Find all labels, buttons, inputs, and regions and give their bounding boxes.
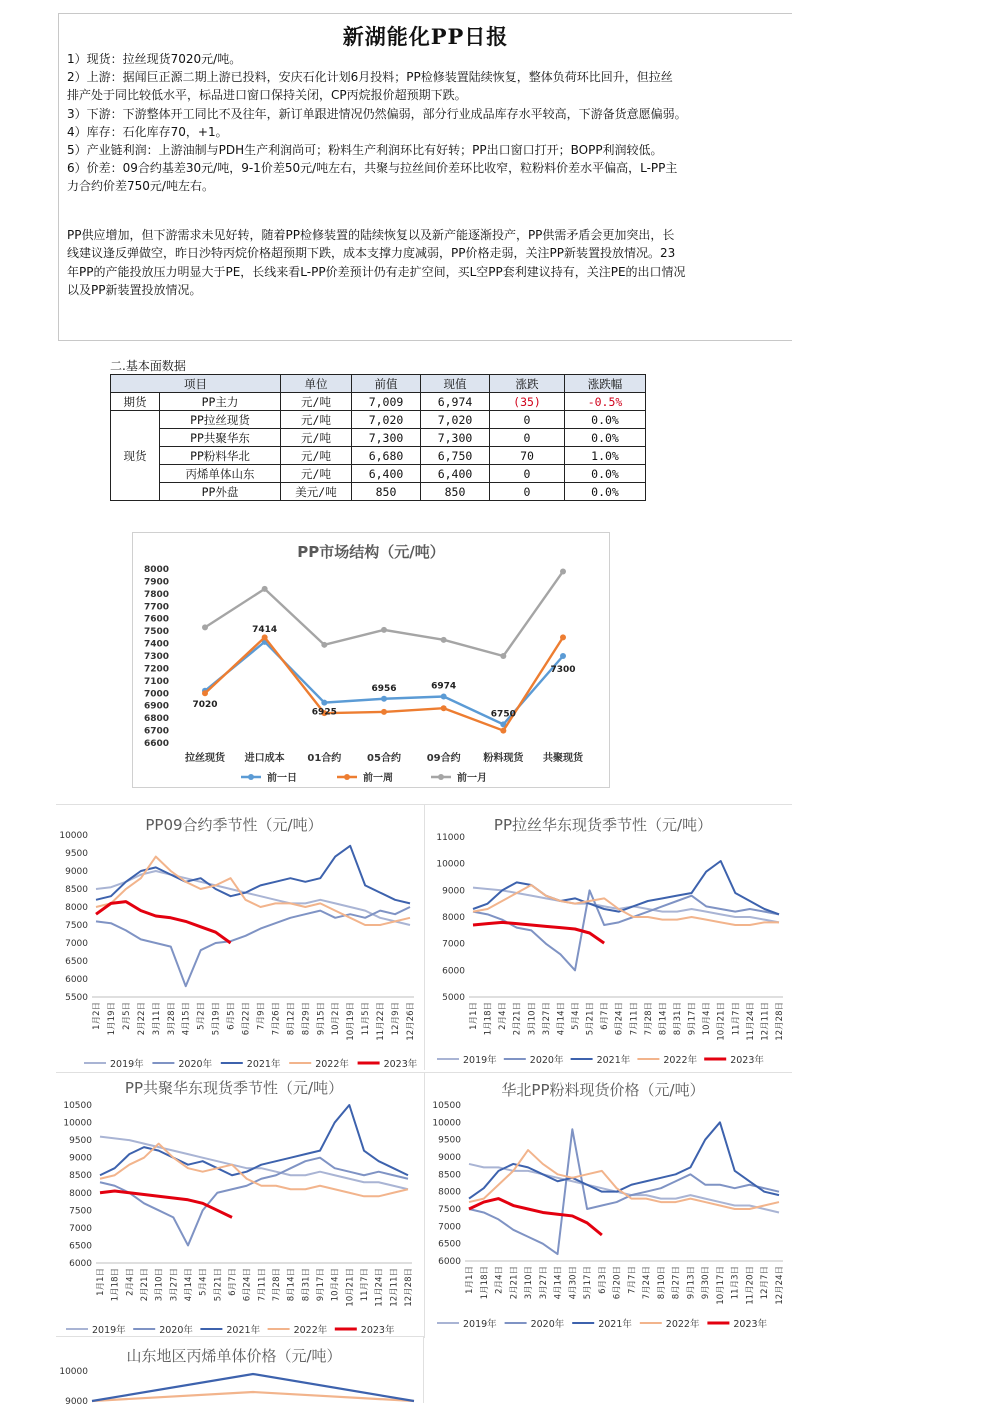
x-tick-label: 5月19日 bbox=[211, 1002, 222, 1036]
report-line: 1）现货：拉丝现货7020元/吨。 bbox=[67, 52, 242, 66]
series-line bbox=[100, 1105, 408, 1175]
table-row bbox=[111, 429, 646, 447]
series-line bbox=[473, 861, 779, 914]
x-tick-label: 8月31日 bbox=[301, 1268, 312, 1302]
chart-title: 山东地区丙烯单体价格（元/吨） bbox=[126, 1347, 342, 1365]
copolymer-seasonal-chart-box bbox=[56, 1072, 424, 1338]
x-tick-label: 9月15日 bbox=[316, 1002, 327, 1036]
legend-label: 2023年 bbox=[360, 1325, 395, 1336]
y-tick-label: 7000 bbox=[65, 939, 88, 949]
y-tick-label: 8500 bbox=[69, 1171, 92, 1182]
legend-label: 2020年 bbox=[530, 1319, 565, 1330]
data-point bbox=[500, 653, 506, 659]
y-tick-label: 8000 bbox=[69, 1188, 92, 1199]
legend-marker bbox=[344, 774, 350, 780]
x-tick-label: 8月27日 bbox=[671, 1266, 682, 1300]
legend-label: 2023年 bbox=[730, 1055, 764, 1066]
x-tick-label: 12月28日 bbox=[404, 1268, 414, 1307]
cell-item: PP外盘 bbox=[160, 483, 281, 501]
x-tick-label: 12月7日 bbox=[760, 1266, 771, 1300]
cell-curr: 7,020 bbox=[421, 411, 490, 429]
summary-line: 以及PP新装置投放情况。 bbox=[67, 283, 202, 298]
legend-marker bbox=[248, 774, 254, 780]
x-tick-label: 6月20日 bbox=[612, 1266, 623, 1300]
x-tick-label: 3月11日 bbox=[151, 1002, 162, 1036]
x-tick-label: 10月17日 bbox=[715, 1266, 726, 1305]
report-title: 新湖能化PP日报 bbox=[342, 24, 509, 49]
cell-prev: 7,300 bbox=[352, 429, 421, 447]
cell-curr: 850 bbox=[421, 483, 490, 501]
y-tick-label: 7400 bbox=[143, 639, 169, 650]
x-tick-label: 12月11日 bbox=[760, 1002, 771, 1041]
table-row bbox=[111, 447, 646, 465]
report-line: 4）库存：石化库存70，+1。 bbox=[67, 124, 228, 139]
x-tick-label: 9月13日 bbox=[686, 1266, 697, 1300]
x-tick-label: 8月14日 bbox=[286, 1268, 297, 1302]
col-header-item: 项目 bbox=[111, 375, 281, 393]
y-tick-label: 7500 bbox=[69, 1206, 92, 1217]
series-line bbox=[473, 922, 604, 943]
series-line bbox=[92, 1374, 414, 1401]
y-tick-label: 7000 bbox=[438, 1222, 461, 1233]
x-tick-label: 1月1日 bbox=[469, 1002, 479, 1030]
x-tick-label: 10月21日 bbox=[716, 1002, 727, 1041]
x-tick-label: 4月14日 bbox=[556, 1002, 567, 1036]
x-tick-label: 7月11日 bbox=[629, 1002, 640, 1036]
market-structure-chart bbox=[133, 533, 609, 787]
y-tick-label: 6000 bbox=[65, 975, 88, 985]
x-tick-label: 3月27日 bbox=[169, 1268, 180, 1302]
legend-label: 2019年 bbox=[110, 1059, 144, 1070]
y-tick-label: 7100 bbox=[143, 676, 169, 687]
x-tick-label: 7月11日 bbox=[257, 1268, 268, 1302]
powder-price-chart-box bbox=[424, 1072, 792, 1338]
data-point bbox=[381, 709, 387, 715]
y-tick-label: 6800 bbox=[143, 714, 169, 725]
group-label-spot: 现货 bbox=[111, 411, 160, 501]
cell-prev: 6,680 bbox=[352, 447, 421, 465]
x-tick-label: 3月10日 bbox=[524, 1266, 535, 1300]
legend-label: 2021年 bbox=[596, 1055, 631, 1066]
table-row bbox=[111, 393, 646, 411]
table-row bbox=[111, 483, 646, 501]
report-line: 排产处于同比较低水平，标品进口窗口保持关闭，CP丙烷报价超预期下跌。 bbox=[67, 88, 467, 103]
legend-label: 2022年 bbox=[663, 1055, 698, 1066]
legend-label: 2020年 bbox=[159, 1325, 193, 1336]
x-tick-label: 10月21日 bbox=[345, 1268, 356, 1307]
y-tick-label: 9500 bbox=[69, 1136, 92, 1147]
col-header-unit: 单位 bbox=[281, 375, 352, 393]
x-tick-label: 8月14日 bbox=[658, 1002, 669, 1036]
y-tick-label: 10000 bbox=[432, 1118, 461, 1129]
x-tick-label: 5月4日 bbox=[198, 1268, 209, 1296]
y-tick-label: 11000 bbox=[436, 833, 465, 843]
col-header-prev: 前值 bbox=[352, 375, 421, 393]
y-tick-label: 9000 bbox=[65, 867, 88, 877]
y-tick-label: 6500 bbox=[65, 957, 88, 967]
cell-prev: 6,400 bbox=[352, 465, 421, 483]
x-tick-label: 6月24日 bbox=[242, 1268, 253, 1302]
x-tick-label: 2月21日 bbox=[140, 1268, 150, 1302]
group-label-futures: 期货 bbox=[111, 393, 160, 411]
x-tick-label: 2月4日 bbox=[125, 1268, 136, 1296]
x-tick-label: 2月21日 bbox=[512, 1002, 523, 1036]
data-point bbox=[560, 568, 566, 574]
cell-pct: 0.0% bbox=[565, 411, 646, 429]
x-tick-label: 9月17日 bbox=[687, 1002, 698, 1036]
cell-item: PP共聚华东 bbox=[160, 429, 281, 447]
x-tick-label: 3月28日 bbox=[166, 1002, 177, 1036]
x-tick-label: 5月4日 bbox=[571, 1002, 581, 1030]
x-tick-label: 9月17日 bbox=[316, 1268, 326, 1302]
cell-chg: 0 bbox=[490, 465, 565, 483]
fundamentals-table bbox=[110, 374, 646, 501]
x-tick-label: 7月28日 bbox=[272, 1268, 282, 1302]
data-point bbox=[202, 624, 208, 630]
data-point bbox=[381, 627, 387, 633]
chart-title: PP09合约季节性（元/吨） bbox=[145, 816, 323, 834]
cell-item: PP粉料华北 bbox=[160, 447, 281, 465]
x-tick-label: 11月24日 bbox=[745, 1002, 756, 1041]
data-label: 6925 bbox=[311, 707, 337, 718]
x-tick-label: 3月10日 bbox=[527, 1002, 538, 1036]
x-tick-label: 7月26日 bbox=[271, 1002, 282, 1036]
legend-marker bbox=[438, 774, 444, 780]
data-label: 7020 bbox=[192, 699, 218, 710]
x-tick-label: 共聚现货 bbox=[543, 753, 583, 764]
y-tick-label: 7600 bbox=[143, 614, 169, 625]
x-tick-label: 8月29日 bbox=[301, 1002, 312, 1036]
x-tick-label: 01合约 bbox=[307, 753, 342, 764]
cell-pct: 1.0% bbox=[565, 447, 646, 465]
series-line bbox=[100, 1158, 408, 1246]
y-tick-label: 8500 bbox=[438, 1170, 461, 1181]
data-label: 6750 bbox=[490, 709, 516, 720]
chart-title: PP市场结构（元/吨） bbox=[297, 543, 445, 561]
summary-line: 年PP的产能投放压力明显大于PE，长线来看L-PP价差预计仍有走扩空间，买L空PP套利建议持有，关注PE的出口情况 bbox=[67, 264, 686, 279]
y-tick-label: 7700 bbox=[143, 602, 169, 613]
y-tick-label: 9000 bbox=[69, 1153, 92, 1164]
x-tick-label: 5月21日 bbox=[585, 1002, 596, 1036]
cell-chg: 0 bbox=[490, 411, 565, 429]
cell-prev: 7,020 bbox=[352, 411, 421, 429]
x-tick-label: 05合约 bbox=[367, 753, 401, 764]
y-tick-label: 7000 bbox=[442, 939, 465, 950]
cell-prev: 7,009 bbox=[352, 393, 421, 411]
x-tick-label: 8月10日 bbox=[656, 1266, 667, 1300]
report-box bbox=[58, 13, 792, 341]
y-tick-label: 5000 bbox=[442, 993, 465, 1003]
x-tick-label: 1月1日 bbox=[465, 1266, 475, 1294]
pp09-seasonal-chart-box bbox=[56, 804, 424, 1070]
data-point bbox=[500, 728, 506, 734]
pp09-seasonal-chart bbox=[56, 805, 424, 1071]
y-tick-label: 7300 bbox=[143, 652, 169, 662]
series-line bbox=[469, 1199, 602, 1235]
x-tick-label: 1月1日 bbox=[96, 1268, 106, 1296]
x-tick-label: 7月7日 bbox=[627, 1266, 638, 1294]
x-tick-label: 6月7日 bbox=[228, 1268, 238, 1296]
cell-chg: 0 bbox=[490, 429, 565, 447]
cell-unit: 元/吨 bbox=[281, 465, 352, 483]
cell-curr: 6,400 bbox=[421, 465, 490, 483]
x-tick-label: 2月5日 bbox=[121, 1002, 132, 1030]
y-tick-label: 8500 bbox=[65, 885, 88, 895]
x-tick-label: 7月28日 bbox=[643, 1002, 654, 1036]
y-tick-label: 9500 bbox=[65, 849, 88, 859]
y-tick-label: 8000 bbox=[438, 1187, 461, 1198]
data-point bbox=[262, 586, 268, 592]
copolymer-seasonal-chart bbox=[56, 1073, 424, 1339]
y-tick-label: 8000 bbox=[442, 913, 465, 923]
cell-chg: 70 bbox=[490, 447, 565, 465]
x-tick-label: 3月27日 bbox=[541, 1002, 552, 1036]
cell-pct: -0.5% bbox=[565, 393, 646, 411]
y-tick-label: 7200 bbox=[143, 664, 169, 675]
x-tick-label: 11月5日 bbox=[361, 1002, 372, 1036]
x-tick-label: 2月22日 bbox=[136, 1002, 147, 1036]
data-label: 7414 bbox=[252, 624, 278, 635]
y-tick-label: 10000 bbox=[63, 1118, 92, 1129]
data-point bbox=[441, 705, 447, 711]
x-tick-label: 粉料现货 bbox=[483, 753, 524, 764]
cell-curr: 7,300 bbox=[421, 429, 490, 447]
x-tick-label: 1月18日 bbox=[483, 1002, 494, 1036]
cell-unit: 元/吨 bbox=[281, 411, 352, 429]
summary-line: PP供应增加，但下游需求未见好转，随着PP检修装置的陆续恢复以及新产能逐渐投产，PP供需矛盾会更加突出，长 bbox=[67, 228, 675, 242]
x-tick-label: 12月24日 bbox=[775, 1266, 785, 1305]
y-tick-label: 7800 bbox=[143, 589, 169, 600]
y-tick-label: 6000 bbox=[442, 966, 465, 977]
x-tick-label: 10月2日 bbox=[331, 1002, 342, 1036]
x-tick-label: 3月10日 bbox=[154, 1268, 165, 1302]
legend-label: 2021年 bbox=[246, 1059, 281, 1070]
col-header-chg: 涨跌 bbox=[490, 375, 565, 393]
x-tick-label: 1月18日 bbox=[479, 1266, 490, 1300]
x-tick-label: 7月24日 bbox=[642, 1266, 653, 1300]
cell-item: 丙烯单体山东 bbox=[160, 465, 281, 483]
x-tick-label: 11月7日 bbox=[360, 1268, 370, 1302]
x-tick-label: 6月7日 bbox=[600, 1002, 611, 1030]
x-tick-label: 8月31日 bbox=[673, 1002, 683, 1036]
x-tick-label: 10月19日 bbox=[346, 1002, 357, 1041]
x-tick-label: 4月30日 bbox=[568, 1266, 579, 1300]
series-line bbox=[96, 857, 410, 925]
y-tick-label: 6000 bbox=[438, 1257, 461, 1267]
x-tick-label: 进口成本 bbox=[244, 753, 285, 764]
legend-label: 2020年 bbox=[529, 1055, 564, 1066]
x-tick-label: 10月4日 bbox=[702, 1002, 713, 1036]
x-tick-label: 8月12日 bbox=[286, 1002, 297, 1036]
y-tick-label: 10500 bbox=[432, 1101, 461, 1111]
legend-label: 2022年 bbox=[293, 1325, 328, 1336]
cell-pct: 0.0% bbox=[565, 465, 646, 483]
y-tick-label: 10500 bbox=[63, 1101, 92, 1111]
cell-chg: 0 bbox=[490, 483, 565, 501]
x-tick-label: 09合约 bbox=[426, 753, 461, 764]
x-tick-label: 10月4日 bbox=[330, 1268, 341, 1302]
report-line: 5）产业链利润：上游油制与PDH生产利润尚可；粉料生产利润环比有好转；PP出口窗口打开；BOPP利润较低。 bbox=[67, 143, 663, 158]
chart-title: PP拉丝华东现货季节性（元/吨） bbox=[493, 816, 713, 834]
cell-curr: 6,974 bbox=[421, 393, 490, 411]
y-tick-label: 10000 bbox=[59, 1367, 88, 1377]
x-tick-label: 2月4日 bbox=[494, 1266, 505, 1294]
report-line: 力合约价差750元/吨左右。 bbox=[67, 179, 214, 194]
x-tick-label: 3月27日 bbox=[538, 1266, 549, 1300]
y-tick-label: 6500 bbox=[69, 1241, 92, 1252]
legend-label: 2023年 bbox=[383, 1059, 418, 1070]
x-tick-label: 12月11日 bbox=[389, 1268, 400, 1307]
x-tick-label: 11月24日 bbox=[374, 1268, 385, 1307]
x-tick-label: 12月28日 bbox=[775, 1002, 785, 1041]
x-tick-label: 7月9日 bbox=[256, 1002, 267, 1030]
x-tick-label: 12月26日 bbox=[406, 1002, 416, 1041]
col-header-curr: 现值 bbox=[421, 375, 490, 393]
legend-label: 2019年 bbox=[463, 1055, 497, 1066]
report-lines bbox=[67, 50, 789, 196]
cell-unit: 元/吨 bbox=[281, 393, 352, 411]
report-line: 3）下游：下游整体开工同比不及往年，新订单跟进情况仍然偏弱，部分行业成品库存水平较高，下游备货意愿偏弱。 bbox=[67, 106, 687, 121]
cell-curr: 6,750 bbox=[421, 447, 490, 465]
x-tick-label: 2月21日 bbox=[509, 1266, 520, 1300]
table-row bbox=[111, 411, 646, 429]
y-tick-label: 6700 bbox=[143, 726, 169, 737]
y-tick-label: 7000 bbox=[69, 1223, 92, 1234]
legend-label: 2022年 bbox=[315, 1059, 349, 1070]
legend-label: 2022年 bbox=[665, 1319, 700, 1330]
report-summary bbox=[67, 226, 789, 300]
legend-label: 2021年 bbox=[226, 1325, 261, 1336]
series-line bbox=[96, 907, 410, 986]
cell-pct: 0.0% bbox=[565, 429, 646, 447]
series-line bbox=[473, 890, 779, 970]
legend-label: 2020年 bbox=[178, 1059, 213, 1070]
x-tick-label: 4月14日 bbox=[184, 1268, 194, 1302]
y-tick-label: 6500 bbox=[438, 1239, 461, 1250]
y-tick-label: 8000 bbox=[143, 565, 169, 575]
powder-price-chart bbox=[425, 1073, 793, 1339]
data-label: 6974 bbox=[431, 681, 457, 692]
section-title: 二.基本面数据 bbox=[110, 359, 186, 373]
legend-label: 2021年 bbox=[598, 1319, 632, 1330]
y-tick-label: 6600 bbox=[143, 739, 169, 749]
x-tick-label: 4月15日 bbox=[181, 1002, 192, 1036]
data-point bbox=[202, 690, 208, 696]
market-structure-chart-box bbox=[132, 532, 610, 788]
chart-title: PP共聚华东现货季节性（元/吨） bbox=[124, 1079, 344, 1097]
legend-label: 前一月 bbox=[457, 773, 487, 784]
x-tick-label: 6月3日 bbox=[597, 1266, 608, 1294]
cell-unit: 元/吨 bbox=[281, 447, 352, 465]
y-tick-label: 9000 bbox=[438, 1153, 461, 1163]
data-point bbox=[262, 634, 268, 640]
x-tick-label: 12月9日 bbox=[391, 1002, 402, 1036]
col-header-pct: 涨跌幅 bbox=[565, 375, 646, 393]
data-point bbox=[321, 642, 327, 648]
series-line bbox=[96, 902, 231, 943]
y-tick-label: 7000 bbox=[143, 689, 169, 700]
report-line: 6）价差：09合约基差30元/吨，9-1价差50元/吨左右，共聚与拉丝间价差环比收窄，粒粉料价差水平偏高，L-PP主 bbox=[67, 161, 678, 176]
y-tick-label: 7900 bbox=[143, 577, 169, 588]
series-line bbox=[469, 1129, 779, 1254]
legend-label: 2019年 bbox=[92, 1325, 126, 1336]
x-tick-label: 1月2日 bbox=[92, 1002, 102, 1030]
summary-line: 线建议逢反弹做空，昨日沙特丙烷价格超预期下跌，成本支撑力度减弱，PP价格走弱，关注PP新装置投放情况。23 bbox=[67, 246, 676, 261]
data-point bbox=[560, 653, 566, 659]
cell-item: PP拉丝现货 bbox=[160, 411, 281, 429]
y-tick-label: 10000 bbox=[59, 831, 88, 841]
x-tick-label: 6月24日 bbox=[614, 1002, 625, 1036]
y-tick-label: 10000 bbox=[436, 859, 465, 870]
x-tick-label: 1月19日 bbox=[106, 1002, 117, 1036]
report-line: 2）上游：据闻巨正源二期上游已投料，安庆石化计划6月投料；PP检修装置陆续恢复，整体负荷环比回升，但拉丝 bbox=[67, 70, 673, 85]
x-tick-label: 2月4日 bbox=[498, 1002, 509, 1030]
x-tick-label: 11月22日 bbox=[376, 1002, 387, 1041]
y-tick-label: 7500 bbox=[143, 627, 169, 638]
x-tick-label: 11月20日 bbox=[745, 1266, 756, 1305]
data-point bbox=[560, 634, 566, 640]
x-tick-label: 1月18日 bbox=[110, 1268, 121, 1302]
y-tick-label: 9000 bbox=[65, 1397, 88, 1404]
cell-chg: (35) bbox=[490, 393, 565, 411]
cell-unit: 元/吨 bbox=[281, 429, 352, 447]
x-tick-label: 6月5日 bbox=[226, 1002, 237, 1030]
x-tick-label: 5月21日 bbox=[213, 1268, 224, 1302]
y-tick-label: 6900 bbox=[143, 701, 169, 712]
x-tick-label: 9月30日 bbox=[701, 1266, 712, 1300]
y-tick-label: 8000 bbox=[65, 903, 88, 913]
raffia-seasonal-chart-box bbox=[424, 804, 792, 1070]
y-tick-label: 9500 bbox=[438, 1135, 461, 1146]
cell-prev: 850 bbox=[352, 483, 421, 501]
propylene-price-chart-box bbox=[56, 1336, 424, 1403]
data-label: 7300 bbox=[550, 665, 576, 675]
legend-label: 2023年 bbox=[733, 1319, 768, 1330]
y-tick-label: 6000 bbox=[69, 1259, 92, 1269]
table-row bbox=[111, 465, 646, 483]
y-tick-label: 7500 bbox=[438, 1205, 461, 1215]
cell-pct: 0.0% bbox=[565, 483, 646, 501]
x-tick-label: 拉丝现货 bbox=[185, 753, 225, 764]
legend-label: 前一周 bbox=[363, 773, 393, 784]
data-point bbox=[441, 637, 447, 643]
propylene-price-chart bbox=[56, 1337, 424, 1404]
legend-label: 前一日 bbox=[267, 773, 297, 784]
chart-title: 华北PP粉料现货价格（元/吨） bbox=[501, 1081, 705, 1099]
data-label: 6956 bbox=[371, 683, 397, 694]
data-point bbox=[441, 694, 447, 700]
raffia-seasonal-chart bbox=[425, 805, 793, 1071]
series-line bbox=[469, 1150, 779, 1209]
data-point bbox=[321, 700, 327, 706]
y-tick-label: 5500 bbox=[65, 993, 88, 1003]
cell-unit: 美元/吨 bbox=[281, 483, 352, 501]
x-tick-label: 6月22日 bbox=[241, 1002, 252, 1036]
y-tick-label: 7500 bbox=[65, 921, 88, 931]
x-tick-label: 5月17日 bbox=[583, 1266, 594, 1300]
x-tick-label: 4月14日 bbox=[553, 1266, 564, 1300]
legend-label: 2019年 bbox=[463, 1319, 497, 1330]
series-line bbox=[100, 1144, 408, 1197]
x-tick-label: 11月7日 bbox=[731, 1002, 742, 1036]
y-tick-label: 9000 bbox=[442, 886, 465, 897]
x-tick-label: 5月2日 bbox=[196, 1002, 207, 1030]
x-tick-label: 11月3日 bbox=[730, 1266, 741, 1300]
data-point bbox=[381, 696, 387, 702]
cell-item: PP主力 bbox=[160, 393, 281, 411]
